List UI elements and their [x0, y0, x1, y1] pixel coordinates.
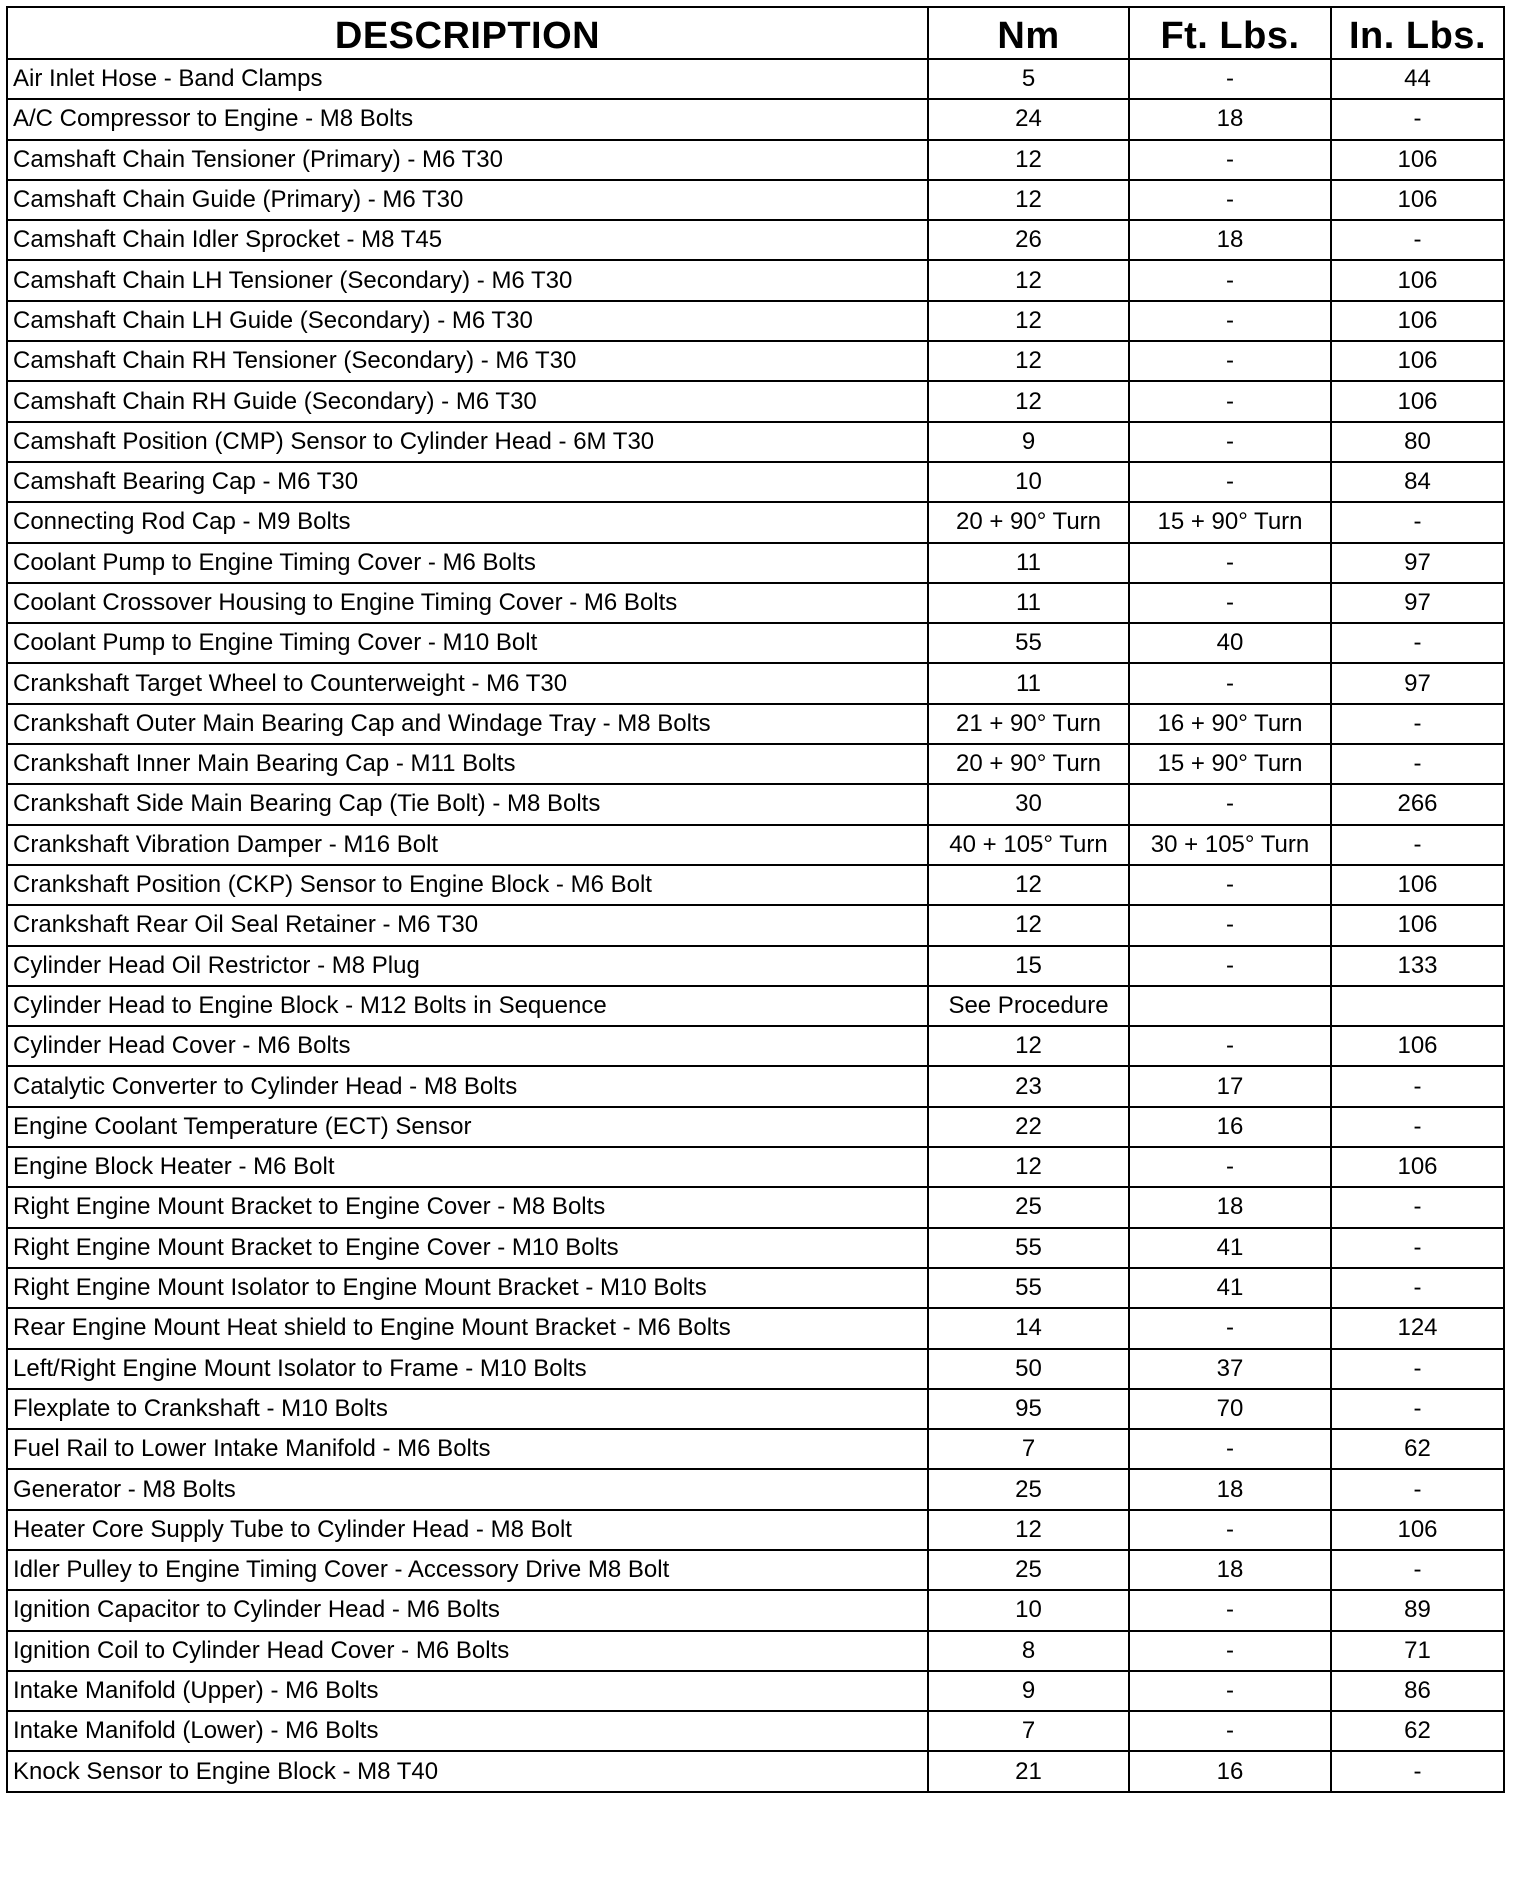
cell-description: Connecting Rod Cap - M9 Bolts — [7, 502, 928, 542]
cell-description: Intake Manifold (Lower) - M6 Bolts — [7, 1711, 928, 1751]
table-row — [7, 502, 1504, 542]
cell-in-lbs: 89 — [1331, 1590, 1504, 1630]
cell-in-lbs — [1331, 986, 1504, 1026]
cell-nm: 20 + 90° Turn — [928, 744, 1129, 784]
cell-ft-lbs: - — [1129, 260, 1331, 300]
cell-description: Crankshaft Target Wheel to Counterweight - M6 T30 — [7, 663, 928, 703]
cell-ft-lbs: - — [1129, 381, 1331, 421]
cell-in-lbs: 106 — [1331, 341, 1504, 381]
cell-ft-lbs: - — [1129, 1147, 1331, 1187]
cell-ft-lbs: 15 + 90° Turn — [1129, 502, 1331, 542]
cell-nm: 50 — [928, 1349, 1129, 1389]
cell-description: Right Engine Mount Isolator to Engine Mount Bracket - M10 Bolts — [7, 1268, 928, 1308]
table-row — [7, 301, 1504, 341]
cell-nm: 14 — [928, 1308, 1129, 1348]
cell-description: Right Engine Mount Bracket to Engine Cover - M10 Bolts — [7, 1228, 928, 1268]
cell-ft-lbs: - — [1129, 422, 1331, 462]
table-row — [7, 1228, 1504, 1268]
table-row — [7, 543, 1504, 583]
cell-in-lbs: 97 — [1331, 543, 1504, 583]
cell-ft-lbs: - — [1129, 1429, 1331, 1469]
cell-description: Air Inlet Hose - Band Clamps — [7, 59, 928, 99]
header-ft-lbs: Ft. Lbs. — [1129, 7, 1331, 59]
cell-description: Camshaft Chain LH Guide (Secondary) - M6 T30 — [7, 301, 928, 341]
cell-ft-lbs: - — [1129, 1590, 1331, 1630]
cell-description: Camshaft Chain RH Tensioner (Secondary) - M6 T30 — [7, 341, 928, 381]
table-row — [7, 1349, 1504, 1389]
cell-nm: 12 — [928, 381, 1129, 421]
table-row — [7, 1187, 1504, 1227]
cell-description: Right Engine Mount Bracket to Engine Cover - M8 Bolts — [7, 1187, 928, 1227]
table-body — [7, 59, 1504, 1792]
cell-ft-lbs: - — [1129, 301, 1331, 341]
cell-in-lbs: 106 — [1331, 381, 1504, 421]
table-row — [7, 1631, 1504, 1671]
cell-ft-lbs: 15 + 90° Turn — [1129, 744, 1331, 784]
cell-in-lbs: - — [1331, 1187, 1504, 1227]
cell-nm: 25 — [928, 1550, 1129, 1590]
table-row — [7, 986, 1504, 1026]
table-row — [7, 583, 1504, 623]
cell-nm: 12 — [928, 341, 1129, 381]
table-row — [7, 99, 1504, 139]
table-row — [7, 180, 1504, 220]
cell-nm: 7 — [928, 1711, 1129, 1751]
cell-description: Catalytic Converter to Cylinder Head - M8 Bolts — [7, 1066, 928, 1106]
table-row — [7, 1268, 1504, 1308]
cell-description: Flexplate to Crankshaft - M10 Bolts — [7, 1389, 928, 1429]
table-row — [7, 1308, 1504, 1348]
table-row — [7, 1711, 1504, 1751]
table-row — [7, 1469, 1504, 1509]
cell-nm: 12 — [928, 1147, 1129, 1187]
cell-nm: 12 — [928, 140, 1129, 180]
cell-in-lbs: - — [1331, 1107, 1504, 1147]
table-row — [7, 905, 1504, 945]
cell-in-lbs: - — [1331, 1389, 1504, 1429]
cell-ft-lbs: - — [1129, 1631, 1331, 1671]
cell-in-lbs: - — [1331, 220, 1504, 260]
cell-nm: 11 — [928, 543, 1129, 583]
table-row — [7, 704, 1504, 744]
cell-in-lbs: - — [1331, 623, 1504, 663]
cell-ft-lbs: - — [1129, 341, 1331, 381]
cell-nm: 9 — [928, 1671, 1129, 1711]
torque-specification-table — [6, 6, 1505, 1793]
cell-ft-lbs: 18 — [1129, 1187, 1331, 1227]
cell-in-lbs: - — [1331, 1751, 1504, 1791]
cell-description: Intake Manifold (Upper) - M6 Bolts — [7, 1671, 928, 1711]
cell-nm: 25 — [928, 1469, 1129, 1509]
cell-nm: 22 — [928, 1107, 1129, 1147]
cell-in-lbs: 133 — [1331, 946, 1504, 986]
cell-nm: 12 — [928, 180, 1129, 220]
cell-description: A/C Compressor to Engine - M8 Bolts — [7, 99, 928, 139]
cell-ft-lbs: - — [1129, 865, 1331, 905]
cell-in-lbs: - — [1331, 1349, 1504, 1389]
cell-nm: 12 — [928, 260, 1129, 300]
cell-nm: 15 — [928, 946, 1129, 986]
cell-in-lbs: - — [1331, 1066, 1504, 1106]
table-row — [7, 1107, 1504, 1147]
cell-nm: 12 — [928, 1510, 1129, 1550]
table-row — [7, 623, 1504, 663]
cell-in-lbs: 97 — [1331, 583, 1504, 623]
cell-in-lbs: 106 — [1331, 301, 1504, 341]
cell-description: Camshaft Chain RH Guide (Secondary) - M6 T30 — [7, 381, 928, 421]
table-row — [7, 1550, 1504, 1590]
cell-nm: 55 — [928, 1228, 1129, 1268]
cell-nm: 12 — [928, 301, 1129, 341]
cell-in-lbs: - — [1331, 1268, 1504, 1308]
cell-ft-lbs: 18 — [1129, 99, 1331, 139]
table-header — [7, 7, 1504, 59]
table-row — [7, 946, 1504, 986]
cell-description: Heater Core Supply Tube to Cylinder Head - M8 Bolt — [7, 1510, 928, 1550]
cell-ft-lbs: - — [1129, 59, 1331, 99]
cell-description: Camshaft Chain Idler Sprocket - M8 T45 — [7, 220, 928, 260]
cell-ft-lbs: 41 — [1129, 1268, 1331, 1308]
cell-nm: 12 — [928, 865, 1129, 905]
cell-description: Cylinder Head Oil Restrictor - M8 Plug — [7, 946, 928, 986]
header-in-lbs: In. Lbs. — [1331, 7, 1504, 59]
cell-in-lbs: 106 — [1331, 1147, 1504, 1187]
cell-description: Cylinder Head to Engine Block - M12 Bolts in Sequence — [7, 986, 928, 1026]
cell-description: Camshaft Position (CMP) Sensor to Cylinder Head - 6M T30 — [7, 422, 928, 462]
cell-nm: 30 — [928, 784, 1129, 824]
cell-ft-lbs: 37 — [1129, 1349, 1331, 1389]
cell-description: Ignition Coil to Cylinder Head Cover - M6 Bolts — [7, 1631, 928, 1671]
cell-in-lbs: 71 — [1331, 1631, 1504, 1671]
cell-description: Coolant Crossover Housing to Engine Timing Cover - M6 Bolts — [7, 583, 928, 623]
cell-nm: 8 — [928, 1631, 1129, 1671]
cell-ft-lbs: - — [1129, 140, 1331, 180]
cell-in-lbs: 106 — [1331, 865, 1504, 905]
cell-ft-lbs: 16 — [1129, 1751, 1331, 1791]
cell-description: Crankshaft Rear Oil Seal Retainer - M6 T30 — [7, 905, 928, 945]
cell-nm: 20 + 90° Turn — [928, 502, 1129, 542]
cell-nm: 40 + 105° Turn — [928, 825, 1129, 865]
cell-ft-lbs: 16 — [1129, 1107, 1331, 1147]
cell-in-lbs: 97 — [1331, 663, 1504, 703]
cell-description: Generator - M8 Bolts — [7, 1469, 928, 1509]
cell-nm: 12 — [928, 1026, 1129, 1066]
cell-description: Crankshaft Vibration Damper - M16 Bolt — [7, 825, 928, 865]
cell-ft-lbs: 18 — [1129, 220, 1331, 260]
cell-in-lbs: 62 — [1331, 1429, 1504, 1469]
cell-nm: 95 — [928, 1389, 1129, 1429]
cell-in-lbs: - — [1331, 704, 1504, 744]
cell-description: Left/Right Engine Mount Isolator to Frame - M10 Bolts — [7, 1349, 928, 1389]
cell-ft-lbs: - — [1129, 663, 1331, 703]
table-row — [7, 663, 1504, 703]
cell-description: Rear Engine Mount Heat shield to Engine Mount Bracket - M6 Bolts — [7, 1308, 928, 1348]
cell-in-lbs: 84 — [1331, 462, 1504, 502]
cell-nm: See Procedure — [928, 986, 1129, 1026]
cell-ft-lbs: - — [1129, 946, 1331, 986]
table-row — [7, 341, 1504, 381]
cell-nm: 21 — [928, 1751, 1129, 1791]
cell-nm: 24 — [928, 99, 1129, 139]
cell-in-lbs: - — [1331, 99, 1504, 139]
cell-in-lbs: 106 — [1331, 260, 1504, 300]
header-row — [7, 7, 1504, 59]
table-row — [7, 1510, 1504, 1550]
cell-nm: 26 — [928, 220, 1129, 260]
cell-nm: 55 — [928, 1268, 1129, 1308]
table-row — [7, 1590, 1504, 1630]
cell-ft-lbs: - — [1129, 583, 1331, 623]
cell-description: Crankshaft Position (CKP) Sensor to Engine Block - M6 Bolt — [7, 865, 928, 905]
cell-ft-lbs: 16 + 90° Turn — [1129, 704, 1331, 744]
cell-in-lbs: - — [1331, 1550, 1504, 1590]
cell-in-lbs: 44 — [1331, 59, 1504, 99]
table-row — [7, 462, 1504, 502]
cell-ft-lbs: - — [1129, 1026, 1331, 1066]
table-row — [7, 422, 1504, 462]
cell-description: Ignition Capacitor to Cylinder Head - M6 Bolts — [7, 1590, 928, 1630]
cell-ft-lbs: - — [1129, 1671, 1331, 1711]
cell-description: Camshaft Chain LH Tensioner (Secondary) - M6 T30 — [7, 260, 928, 300]
cell-description: Idler Pulley to Engine Timing Cover - Accessory Drive M8 Bolt — [7, 1550, 928, 1590]
cell-nm: 21 + 90° Turn — [928, 704, 1129, 744]
cell-ft-lbs: - — [1129, 1711, 1331, 1751]
cell-in-lbs: 124 — [1331, 1308, 1504, 1348]
cell-in-lbs: 106 — [1331, 905, 1504, 945]
cell-description: Camshaft Chain Tensioner (Primary) - M6 T30 — [7, 140, 928, 180]
cell-in-lbs: 106 — [1331, 1510, 1504, 1550]
cell-description: Crankshaft Outer Main Bearing Cap and Windage Tray - M8 Bolts — [7, 704, 928, 744]
cell-description: Camshaft Bearing Cap - M6 T30 — [7, 462, 928, 502]
cell-description: Knock Sensor to Engine Block - M8 T40 — [7, 1751, 928, 1791]
cell-description: Engine Coolant Temperature (ECT) Sensor — [7, 1107, 928, 1147]
cell-ft-lbs: 30 + 105° Turn — [1129, 825, 1331, 865]
cell-ft-lbs — [1129, 986, 1331, 1026]
table-row — [7, 140, 1504, 180]
cell-nm: 25 — [928, 1187, 1129, 1227]
cell-ft-lbs: 70 — [1129, 1389, 1331, 1429]
cell-in-lbs: 62 — [1331, 1711, 1504, 1751]
cell-ft-lbs: - — [1129, 1308, 1331, 1348]
table-row — [7, 381, 1504, 421]
cell-description: Camshaft Chain Guide (Primary) - M6 T30 — [7, 180, 928, 220]
cell-in-lbs: - — [1331, 825, 1504, 865]
cell-nm: 10 — [928, 1590, 1129, 1630]
cell-in-lbs: - — [1331, 1469, 1504, 1509]
cell-description: Fuel Rail to Lower Intake Manifold - M6 Bolts — [7, 1429, 928, 1469]
table-row — [7, 220, 1504, 260]
cell-ft-lbs: 41 — [1129, 1228, 1331, 1268]
cell-nm: 9 — [928, 422, 1129, 462]
cell-nm: 55 — [928, 623, 1129, 663]
cell-ft-lbs: 18 — [1129, 1550, 1331, 1590]
cell-ft-lbs: - — [1129, 1510, 1331, 1550]
cell-in-lbs: - — [1331, 1228, 1504, 1268]
cell-in-lbs: 86 — [1331, 1671, 1504, 1711]
table-row — [7, 744, 1504, 784]
cell-in-lbs: - — [1331, 502, 1504, 542]
cell-description: Cylinder Head Cover - M6 Bolts — [7, 1026, 928, 1066]
cell-in-lbs: 106 — [1331, 1026, 1504, 1066]
header-description: DESCRIPTION — [7, 7, 928, 59]
cell-nm: 7 — [928, 1429, 1129, 1469]
table-row — [7, 1671, 1504, 1711]
cell-ft-lbs: - — [1129, 180, 1331, 220]
cell-nm: 10 — [928, 462, 1129, 502]
table-row — [7, 1026, 1504, 1066]
table-row — [7, 260, 1504, 300]
cell-description: Engine Block Heater - M6 Bolt — [7, 1147, 928, 1187]
cell-ft-lbs: - — [1129, 462, 1331, 502]
table-row — [7, 825, 1504, 865]
cell-nm: 23 — [928, 1066, 1129, 1106]
table-row — [7, 1066, 1504, 1106]
cell-in-lbs: 106 — [1331, 140, 1504, 180]
cell-in-lbs: - — [1331, 744, 1504, 784]
table-row — [7, 784, 1504, 824]
cell-nm: 5 — [928, 59, 1129, 99]
cell-ft-lbs: - — [1129, 543, 1331, 583]
table-row — [7, 1751, 1504, 1791]
cell-ft-lbs: 18 — [1129, 1469, 1331, 1509]
cell-in-lbs: 106 — [1331, 180, 1504, 220]
cell-description: Crankshaft Inner Main Bearing Cap - M11 Bolts — [7, 744, 928, 784]
cell-nm: 11 — [928, 583, 1129, 623]
table-row — [7, 1429, 1504, 1469]
table-row — [7, 865, 1504, 905]
header-nm: Nm — [928, 7, 1129, 59]
cell-ft-lbs: - — [1129, 784, 1331, 824]
cell-description: Coolant Pump to Engine Timing Cover - M10 Bolt — [7, 623, 928, 663]
table-row — [7, 1389, 1504, 1429]
cell-in-lbs: 266 — [1331, 784, 1504, 824]
cell-in-lbs: 80 — [1331, 422, 1504, 462]
table-row — [7, 1147, 1504, 1187]
cell-description: Coolant Pump to Engine Timing Cover - M6 Bolts — [7, 543, 928, 583]
cell-nm: 12 — [928, 905, 1129, 945]
cell-description: Crankshaft Side Main Bearing Cap (Tie Bolt) - M8 Bolts — [7, 784, 928, 824]
table-row — [7, 59, 1504, 99]
cell-ft-lbs: 40 — [1129, 623, 1331, 663]
cell-ft-lbs: - — [1129, 905, 1331, 945]
cell-nm: 11 — [928, 663, 1129, 703]
cell-ft-lbs: 17 — [1129, 1066, 1331, 1106]
